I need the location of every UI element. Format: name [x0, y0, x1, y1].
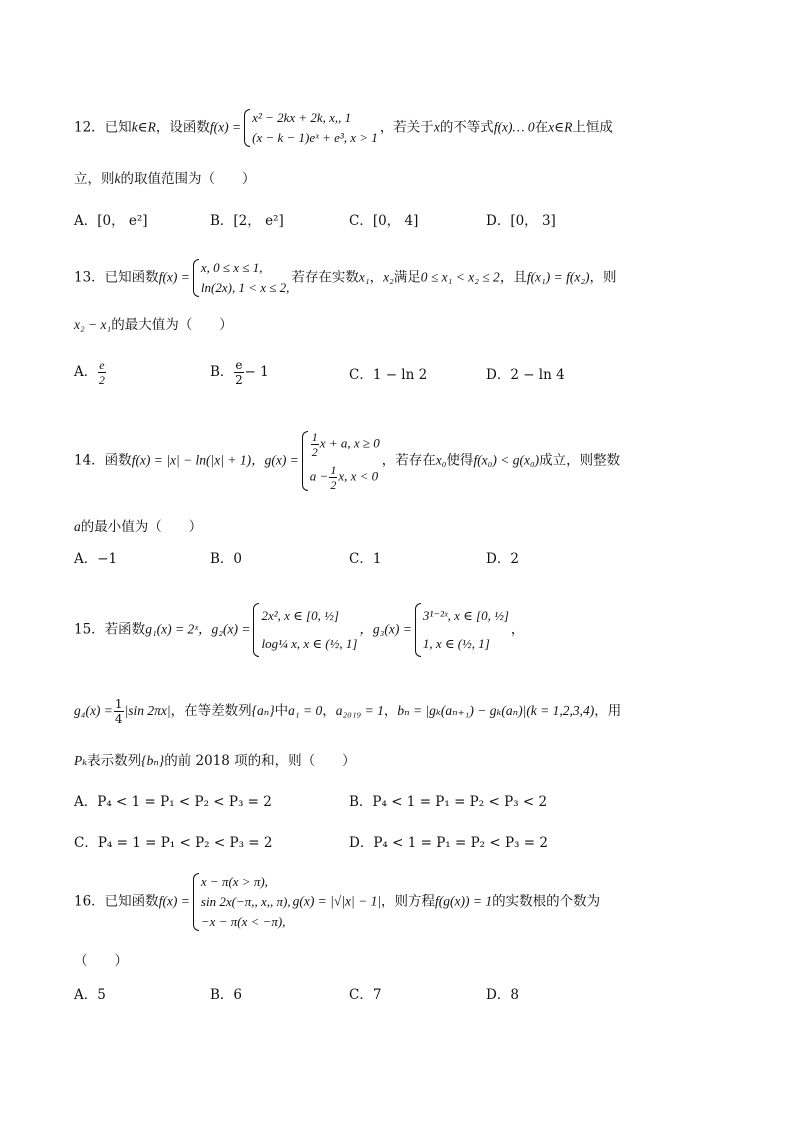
q13-stem-line2	[74, 316, 233, 334]
q13-stem-e: ，则	[589, 269, 617, 286]
q13-expr: x₂ − x₁	[74, 317, 112, 332]
q16-case3: −x − π(x < −π),	[200, 914, 286, 929]
q15-g4-tail: |sin 2πx|	[124, 703, 171, 718]
q16-stem-line2: （ ）	[74, 953, 128, 969]
q12-stem-a: 12．已知	[74, 119, 132, 136]
q13-piecewise	[192, 258, 289, 298]
q16-case2: sin 2x(−π,, x,, π),	[200, 894, 291, 909]
q13-stem-a: 13．已知函数	[74, 269, 159, 286]
q14-option-d: D．2	[486, 551, 519, 567]
q12-func: f(x) =	[209, 119, 242, 135]
q15-stem-a: 15．若函数	[74, 621, 146, 638]
q13-stem-b: 若存在实数	[291, 269, 359, 286]
q12-stem-c: ，若关于	[379, 119, 434, 136]
q14-case1-tail: x + a, x ≥ 0	[319, 435, 380, 451]
q14-case1	[310, 430, 380, 459]
q14-stem-a: 14．函数	[74, 452, 132, 469]
q15-pk: Pₖ	[74, 753, 88, 768]
q15-g1: g₁(x) = 2ˣ，	[145, 621, 212, 637]
q16-stem-line1	[74, 872, 600, 932]
q12-x-var: x	[433, 119, 440, 135]
q13-stem-c: 满足	[393, 269, 421, 286]
q15-bn: bₙ = |gₖ(aₙ₊₁) − gₖ(aₙ)|(k = 1,2,3,4)	[397, 703, 595, 718]
q14-case2	[310, 463, 380, 492]
q15-g2-head: g₂(x) =	[211, 621, 251, 637]
q13-sep: ，	[369, 269, 384, 286]
q13-option-a-num: e	[99, 358, 105, 372]
q14-stem-d: 成立，则整数	[539, 452, 621, 469]
q12-stem-line1	[74, 108, 613, 148]
q13-stem-f: 的最大值为（ ）	[111, 317, 233, 333]
q14-x0: x₀	[435, 452, 447, 468]
q14-case2-tail: x, x < 0	[338, 468, 379, 484]
q15-g4-head: g₄(x) =	[74, 703, 113, 718]
q12-stem-h: 的取值范围为（ ）	[120, 171, 256, 187]
q12-option-c: C．[0， 4]	[349, 213, 419, 229]
q12-stem-b: ，设函数	[155, 119, 210, 136]
q13-option-b	[210, 358, 269, 387]
q15-stem-e: 表示数列	[87, 753, 142, 769]
q12-option-d: D．[0， 3]	[486, 213, 556, 229]
q12-domain: x∈R	[548, 119, 573, 135]
q14-case1-den: 2	[311, 445, 318, 459]
q13-cond: 0 ≤ x₁ < x₂ ≤ 2	[420, 269, 500, 285]
q13-option-b-tail: − 1	[244, 364, 269, 380]
q12-stem-f: 上恒成	[572, 119, 613, 136]
q15-option-d: D．P₄ < 1 = P₁ = P₂ < P₃ = 2	[349, 835, 548, 851]
q14-case2-head: a −	[309, 468, 329, 484]
q15-seq: {aₙ}	[251, 703, 275, 718]
q13-option-a-label: A．	[74, 364, 98, 380]
q12-stem-e: 在	[534, 119, 549, 136]
q13-option-b-label: B．	[210, 364, 234, 380]
q15-g3-piecewise	[414, 602, 509, 658]
q12-cond: k∈R	[131, 119, 156, 135]
q12-case2: (x − k − 1)eˣ + e³, x > 1	[252, 130, 378, 145]
q12-piecewise	[243, 108, 378, 148]
q14-stem-line2	[74, 518, 202, 536]
q14-ineq: f(x₀) < g(x₀)	[473, 452, 540, 468]
q16-piecewise	[192, 872, 291, 932]
q14-case1-frac	[311, 430, 319, 459]
q12-option-b: B．[2， e²]	[210, 213, 284, 229]
q13-case2: ln(2x), 1 < x ≤ 2,	[200, 280, 290, 295]
q16-case1: x − π(x > π),	[200, 874, 268, 889]
q15-stem-f: 的前 2018 项的和，则（ ）	[164, 753, 356, 769]
q14-piecewise	[301, 430, 380, 492]
q13-stem-d: ，且	[499, 269, 527, 286]
q14-option-a: A．−1	[74, 551, 118, 567]
q15-stem-line2	[74, 697, 621, 726]
q14-option-c: C．1	[349, 551, 382, 567]
q13-stem-line1	[74, 258, 617, 298]
q15-g2-case2: log¼ x, x ∈ (½, 1]	[261, 636, 358, 651]
q15-a1: a₁ = 0	[288, 703, 323, 718]
q12-ineq: f(x)… 0	[493, 119, 535, 135]
q16-g-def: g(x) = |√|x| − 1|	[292, 893, 382, 909]
q15-stem-b: ，在等差数列	[170, 703, 252, 719]
q14-case2-den: 2	[330, 478, 337, 492]
q13-option-c: C．1 − ln 2	[349, 367, 428, 383]
q12-case1: x² − 2kx + 2k, x,, 1	[252, 110, 352, 125]
q15-g4-frac	[114, 697, 124, 726]
q15-g4-den: 4	[114, 712, 123, 726]
q15-g3-head: ，g₃(x) =	[359, 621, 412, 637]
q14-case2-frac	[329, 463, 337, 492]
q16-eq: f(g(x)) = 1	[435, 893, 493, 909]
q16-option-d: D．8	[486, 987, 519, 1003]
q13-option-b-num: e	[235, 358, 243, 372]
q14-g-head: g(x) =	[264, 452, 299, 468]
q13-option-b-den: 2	[235, 373, 243, 387]
q15-g4-num: 1	[114, 697, 123, 711]
q12-option-a: A．[0， e²]	[74, 213, 148, 229]
q15-stem-d: ，用	[594, 703, 622, 719]
q13-option-d: D．2 − ln 4	[486, 367, 565, 383]
q15-option-b: B．P₄ < 1 = P₁ = P₂ < P₃ < 2	[349, 794, 548, 810]
q14-case1-num: 1	[311, 430, 318, 444]
q13-x1: x₁	[358, 269, 370, 285]
q15-g3-case2: 1, x ∈ (½, 1]	[422, 636, 490, 651]
q14-a-var: a	[74, 519, 81, 534]
q15-g2-piecewise	[252, 602, 357, 658]
q14-stem-c: 使得	[446, 452, 474, 469]
q13-option-a-den: 2	[98, 373, 105, 387]
q16-func: f(x) =	[158, 893, 190, 909]
q14-case2-num: 1	[330, 463, 337, 477]
q16-option-a: A．5	[74, 987, 106, 1003]
q15-option-c: C．P₄ = 1 = P₁ < P₂ < P₃ = 2	[74, 835, 273, 851]
q12-stem-d: 的不等式	[439, 119, 494, 136]
q15-bseq: {bₙ}	[141, 753, 165, 768]
q12-stem-g: 立，则	[74, 171, 115, 187]
q13-option-a	[74, 358, 107, 387]
q14-option-b: B．0	[210, 551, 243, 567]
q16-stem-b: ，则方程	[381, 893, 436, 910]
q15-sep2: ，	[383, 703, 398, 719]
q15-g3-case1: 3¹⁻²ˣ, x ∈ [0, ½]	[422, 608, 509, 623]
q15-comma: ，	[510, 621, 525, 638]
q15-sep: ，	[322, 703, 336, 719]
q13-option-a-frac	[98, 358, 105, 387]
q16-option-b: B．6	[210, 987, 243, 1003]
q15-option-a: A．P₄ < 1 = P₁ < P₂ < P₃ = 2	[74, 794, 272, 810]
q13-case1: x, 0 ≤ x ≤ 1,	[200, 260, 263, 275]
q16-option-c: C．7	[349, 987, 382, 1003]
q15-g2-case1: 2x², x ∈ [0, ½]	[261, 608, 339, 623]
q13-func: f(x) =	[158, 269, 190, 285]
q15-stem-line3	[74, 752, 356, 770]
q16-stem-a: 16．已知函数	[74, 893, 159, 910]
q15-stem-c: 中	[274, 703, 289, 719]
q15-a2019: a₂₀₁₉ = 1	[335, 703, 384, 718]
q13-eq: f(x₁) = f(x₂)	[526, 269, 590, 285]
q13-x2: x₂	[383, 269, 394, 285]
q12-stem-line2	[74, 170, 256, 188]
q13-option-b-frac	[234, 358, 243, 387]
q16-stem-c: 的实数根的个数为	[492, 893, 601, 910]
q14-stem-line1	[74, 430, 620, 492]
q14-stem-e: 的最小值为（ ）	[80, 519, 203, 535]
q14-f-def: f(x) = |x| − ln(|x| + 1)，	[131, 452, 265, 468]
q14-stem-b: ，若存在	[381, 452, 436, 469]
q15-stem-line1	[74, 602, 524, 658]
q12-k-var: k	[114, 171, 121, 186]
